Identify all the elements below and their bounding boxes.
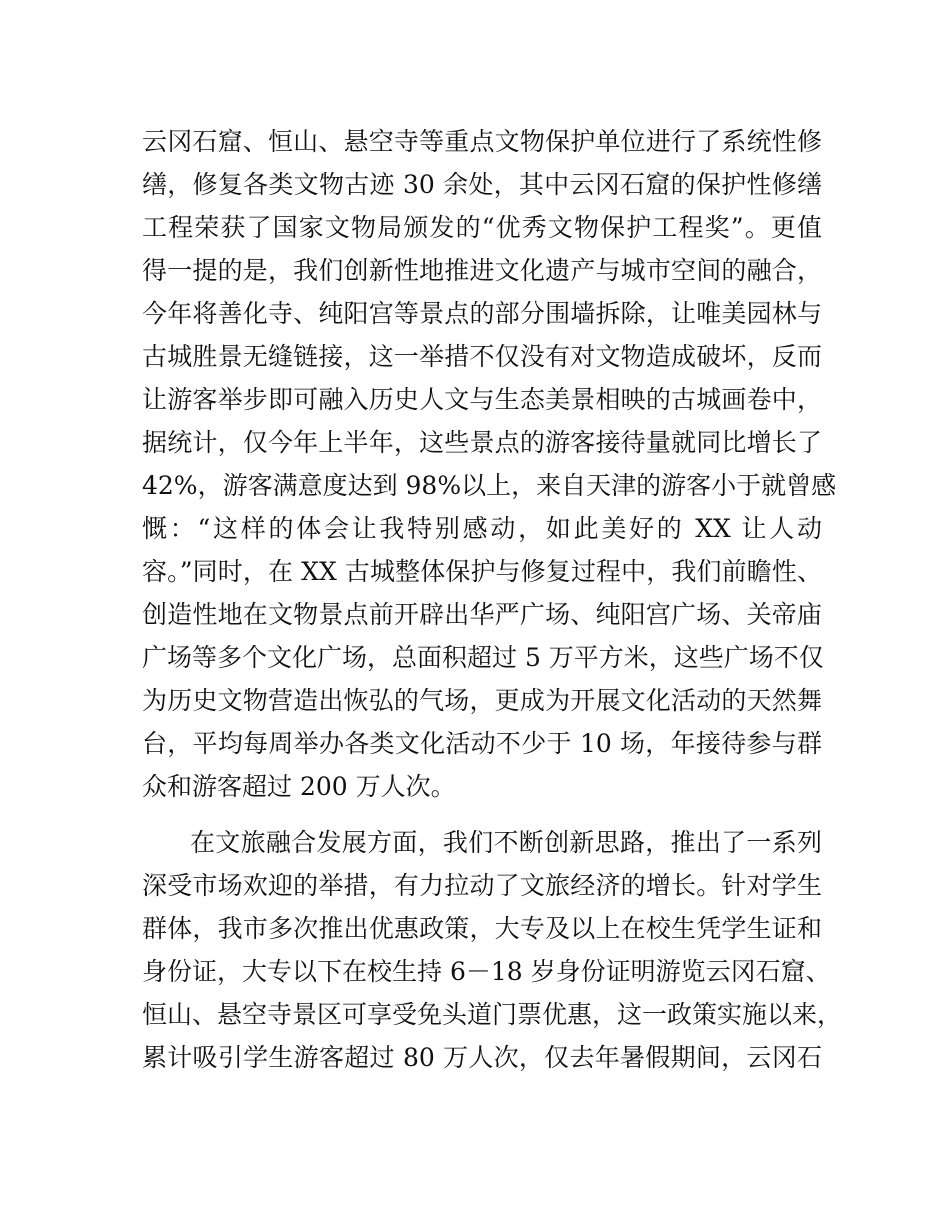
text-line: 云冈石窟、恒山、悬空寺等重点文物保护单位进行了系统性修: [142, 127, 822, 156]
text-line: 缮，修复各类文物古迹 30 余处，其中云冈石窟的保护性修缮: [142, 170, 822, 199]
text-line: 台，平均每周举办各类文化活动不少于 10 场，年接待参与群: [142, 729, 822, 758]
text-line: 广场等多个文化广场，总面积超过 5 万平方米，这些广场不仅: [142, 643, 824, 672]
text-line: 工程荣获了国家文物局颁发的“优秀文物保护工程奖”。更值: [142, 213, 822, 242]
text-line: 得一提的是，我们创新性地推进文化遗产与城市空间的融合，: [142, 256, 822, 285]
text-line: 累计吸引学生游客超过 80 万人次，仅去年暑假期间，云冈石: [142, 1043, 822, 1072]
text-line: 在文旅融合发展方面，我们不断创新思路，推出了一系列: [190, 828, 822, 857]
text-line: 群体，我市多次推出优惠政策，大专及以上在校生凭学生证和: [142, 914, 822, 943]
text-line: 身份证，大专以下在校生持 6－18 岁身份证明游览云冈石窟、: [142, 957, 831, 986]
text-line: 42%，游客满意度达到 98%以上，来自天津的游客小于就曾感: [142, 471, 837, 500]
text-line: 恒山、悬空寺景区可享受免头道门票优惠，这一政策实施以来，: [142, 1000, 843, 1029]
text-line: 深受市场欢迎的举措，有力拉动了文旅经济的增长。针对学生: [142, 871, 822, 900]
text-line: 容。”同时，在 XX 古城整体保护与修复过程中，我们前瞻性、: [142, 557, 822, 586]
text-line: 创造性地在文物景点前开辟出华严广场、纯阳宫广场、关帝庙: [142, 600, 822, 629]
text-line: 让游客举步即可融入历史人文与生态美景相映的古城画卷中，: [142, 385, 822, 414]
text-line: 众和游客超过 200 万人次。: [142, 772, 456, 801]
text-line: 据统计，仅今年上半年，这些景点的游客接待量就同比增长了: [142, 428, 822, 457]
text-line: 为历史文物营造出恢弘的气场，更成为开展文化活动的天然舞: [142, 686, 822, 715]
text-line: 今年将善化寺、纯阳宫等景点的部分围墙拆除，让唯美园林与: [142, 299, 822, 328]
text-line: 慨：“这样的体会让我特别感动，如此美好的 XX 让人动: [142, 514, 822, 543]
text-line: 古城胜景无缝链接，这一举措不仅没有对文物造成破坏，反而: [142, 342, 822, 371]
